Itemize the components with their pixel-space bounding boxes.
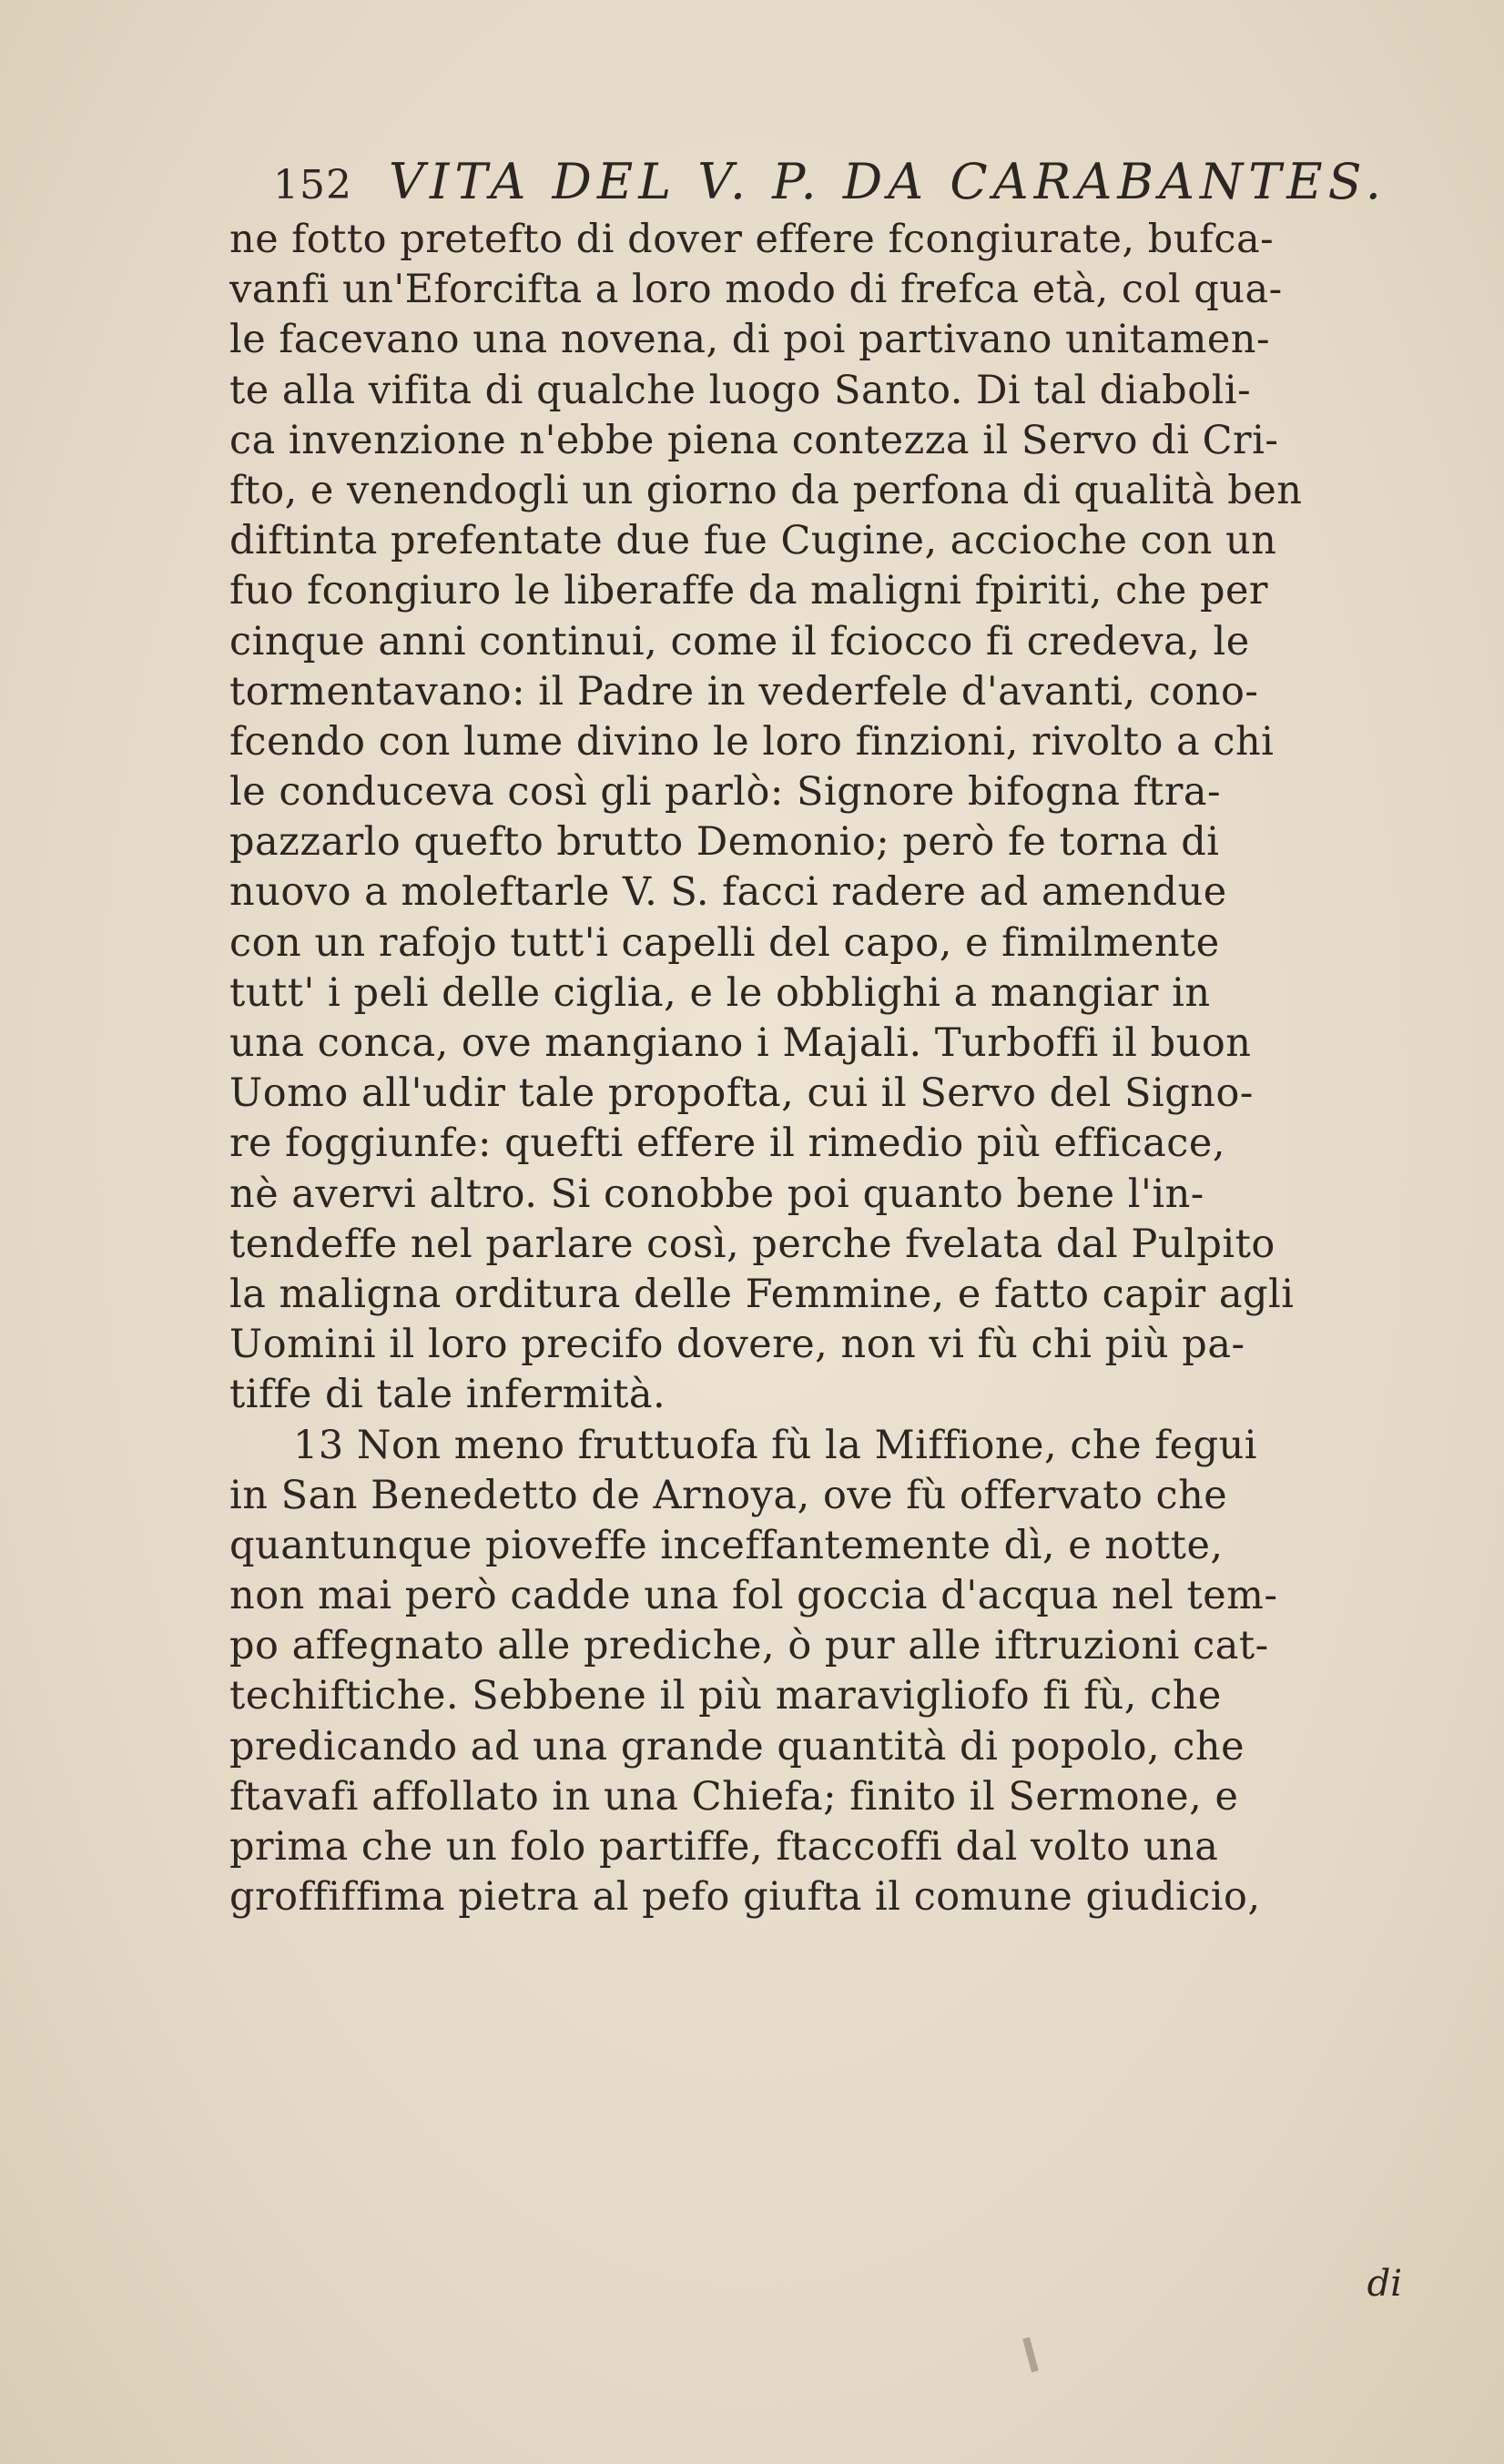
text-line: vanfi un'Eforcifta a loro modo di frefca età, col qua- bbox=[229, 267, 1283, 313]
text-line: non mai però cadde una fol goccia d'acqua nel tem- bbox=[229, 1573, 1278, 1619]
text-line: in San Benedetto de Arnoya, ove fù offervato che bbox=[229, 1472, 1228, 1518]
text-line: fto, e venendogli un giorno da perfona di qualità ben bbox=[229, 467, 1303, 513]
paragraph-start-line: 13 Non meno fruttuofa fù la Miffione, che fegui bbox=[293, 1422, 1258, 1468]
text-line: pazzarlo quefto brutto Demonio; però fe torna di bbox=[229, 819, 1220, 866]
text-line: tendeffe nel parlare così, perche fvelata dal Pulpito bbox=[229, 1221, 1275, 1267]
text-line: re foggiunfe: quefti effere il rimedio più efficace, bbox=[229, 1120, 1225, 1167]
text-line: Uomini il loro precifo dovere, non vi fù chi più pa- bbox=[229, 1322, 1245, 1368]
text-line: fuo fcongiuro le liberaffe da maligni fpiriti, che per bbox=[229, 568, 1268, 614]
text-line: ne fotto pretefto di dover effere fcongiurate, bufca- bbox=[229, 217, 1275, 262]
text-line: ftavafi affollato in una Chiefa; finito il Sermone, e bbox=[229, 1773, 1239, 1820]
text-line: fcendo con lume divino le loro finzioni, rivolto a chi bbox=[229, 718, 1275, 765]
text-line: le conduceva così gli parlò: Signore bifogna ftra- bbox=[229, 769, 1222, 816]
text-line: ca invenzione n'ebbe piena contezza il Servo di Cri- bbox=[229, 417, 1279, 463]
text-line: predicando ad una grande quantità di popolo, che bbox=[229, 1723, 1245, 1769]
text-line: groffiffima pietra al pefo giufta il comune giudicio, bbox=[229, 1874, 1261, 1921]
text-line: nè avervi altro. Si conobbe poi quanto bene l'in- bbox=[229, 1171, 1204, 1217]
ink-mark bbox=[1022, 2337, 1039, 2373]
text-line: Uomo all'udir tale propofta, cui il Servo del Signo- bbox=[229, 1070, 1254, 1117]
page-header bbox=[273, 153, 1457, 217]
text-line: po affegnato alle prediche, ò pur alle iftruzioni cat- bbox=[229, 1623, 1269, 1669]
text-line: tiffe di tale infermità. bbox=[229, 1372, 666, 1418]
page-number: 152 bbox=[273, 162, 352, 208]
text-line: una conca, ove mangiano i Majali. Turboffi il buon bbox=[229, 1020, 1252, 1066]
text-line: prima che un folo partiffe, ftaccoffi dal volto una bbox=[229, 1824, 1219, 1870]
text-line: con un rafojo tutt'i capelli del capo, e fimilmente bbox=[229, 919, 1220, 966]
body-text bbox=[229, 215, 1490, 1922]
text-line: diftinta prefentate due fue Cugine, accioche con un bbox=[229, 518, 1277, 564]
text-line: tutt' i peli delle ciglia, e le obblighi a mangiar in bbox=[229, 969, 1211, 1016]
catchword: di bbox=[1367, 2263, 1402, 2305]
running-title: VITA DEL V. P. DA CARABANTES. bbox=[388, 153, 1387, 210]
text-line: quantunque pioveffe inceffantemente dì, e notte, bbox=[229, 1522, 1224, 1568]
text-line: le facevano una novena, di poi partivano unitamen- bbox=[229, 317, 1271, 363]
text-line: techiftiche. Sebbene il più maravigliofo fi fù, che bbox=[229, 1673, 1222, 1719]
text-line: la maligna orditura delle Femmine, e fatto capir agli bbox=[229, 1271, 1295, 1317]
text-line: cinque anni continui, come il fciocco fi credeva, le bbox=[229, 618, 1250, 664]
text-line: te alla vifita di qualche luogo Santo. Di tal diaboli- bbox=[229, 367, 1252, 413]
text-line: nuovo a moleftarle V. S. facci radere ad amendue bbox=[229, 869, 1227, 916]
text-line: tormentavano: il Padre in vederfele d'avanti, cono- bbox=[229, 668, 1259, 715]
